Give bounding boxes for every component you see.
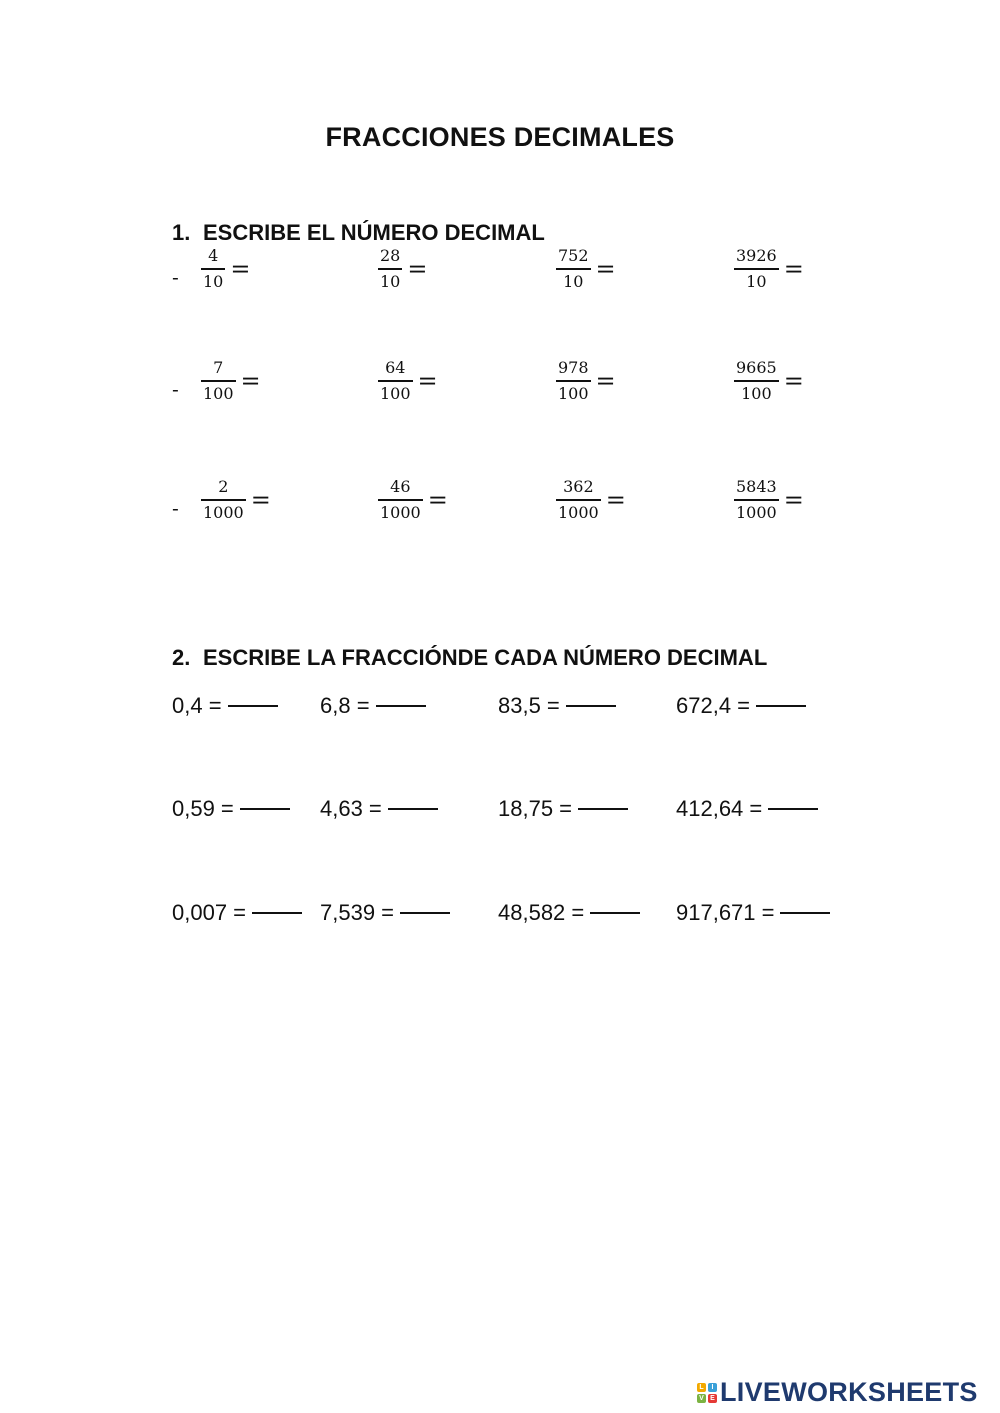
fraction-row (0, 359, 1000, 419)
section-1-heading (172, 220, 545, 246)
fraction (378, 478, 423, 522)
decimal-value: 6,8 = (320, 693, 370, 718)
fraction-exercise (201, 359, 261, 403)
denominator: 1000 (558, 502, 599, 522)
answer-blank[interactable] (240, 808, 290, 810)
decimal-row (0, 900, 1000, 930)
logo-tile: I (708, 1383, 717, 1392)
row-dash: - (172, 496, 179, 520)
liveworksheets-logo (697, 1377, 978, 1408)
answer-blank[interactable] (252, 912, 302, 914)
section-2-title: ESCRIBE LA FRACCIÓNDE CADA NÚMERO DECIMAL (203, 645, 768, 670)
decimal-exercise (676, 693, 806, 719)
equals-sign: = (427, 485, 448, 514)
numerator: 46 (390, 477, 411, 496)
logo-mark-icon (697, 1383, 717, 1403)
fraction (734, 247, 779, 291)
fraction (734, 478, 779, 522)
fraction-exercise (378, 478, 448, 522)
denominator: 100 (380, 383, 411, 403)
answer-blank[interactable] (590, 912, 640, 914)
numerator: 64 (385, 358, 406, 377)
denominator: 10 (203, 271, 224, 291)
numerator: 2 (218, 477, 229, 496)
denominator: 100 (741, 383, 772, 403)
equals-sign: = (240, 366, 261, 395)
decimal-row (0, 796, 1000, 826)
fraction-exercise (734, 359, 804, 403)
fraction-row (0, 247, 1000, 307)
equals-sign: = (783, 366, 804, 395)
logo-text: LIVEWORKSHEETS (720, 1377, 978, 1407)
fraction (556, 478, 601, 522)
equals-sign: = (417, 366, 438, 395)
fraction (556, 359, 591, 403)
numerator: 978 (558, 358, 589, 377)
equals-sign: = (407, 254, 428, 283)
answer-blank[interactable] (780, 912, 830, 914)
decimal-value: 18,75 = (498, 796, 573, 821)
numerator: 28 (380, 246, 401, 265)
fraction (201, 478, 246, 522)
denominator: 10 (563, 271, 584, 291)
decimal-exercise (498, 693, 616, 719)
answer-blank[interactable] (578, 808, 628, 810)
fraction (201, 247, 225, 291)
decimal-value: 672,4 = (676, 693, 751, 718)
equals-sign: = (605, 485, 626, 514)
decimal-value: 7,539 = (320, 900, 395, 925)
denominator: 100 (558, 383, 589, 403)
decimal-row (0, 693, 1000, 723)
numerator: 5843 (736, 477, 777, 496)
section-2-heading (172, 645, 767, 671)
equals-sign: = (595, 254, 616, 283)
fraction-exercise (556, 359, 616, 403)
answer-blank[interactable] (756, 705, 806, 707)
row-dash: - (172, 377, 179, 401)
answer-blank[interactable] (376, 705, 426, 707)
decimal-value: 83,5 = (498, 693, 560, 718)
decimal-exercise (676, 796, 818, 822)
decimal-exercise (676, 900, 830, 926)
logo-tile: L (697, 1383, 706, 1392)
fraction-exercise (734, 478, 804, 522)
decimal-value: 0,4 = (172, 693, 222, 718)
section-1-number: 1. (172, 220, 191, 245)
fraction (378, 247, 402, 291)
decimal-value: 0,59 = (172, 796, 234, 821)
decimal-exercise (172, 900, 302, 926)
denominator: 10 (380, 271, 401, 291)
equals-sign: = (783, 254, 804, 283)
answer-blank[interactable] (768, 808, 818, 810)
page-title: FRACCIONES DECIMALES (325, 122, 675, 152)
decimal-value: 48,582 = (498, 900, 585, 925)
decimal-exercise (498, 796, 628, 822)
numerator: 4 (208, 246, 219, 265)
equals-sign: = (230, 254, 251, 283)
fraction-exercise (201, 478, 271, 522)
answer-blank[interactable] (566, 705, 616, 707)
equals-sign: = (783, 485, 804, 514)
decimal-value: 412,64 = (676, 796, 763, 821)
fraction-row (0, 478, 1000, 538)
fraction-exercise (378, 359, 438, 403)
denominator: 1000 (736, 502, 777, 522)
fraction (201, 359, 236, 403)
decimal-exercise (320, 796, 438, 822)
section-2-number: 2. (172, 645, 191, 670)
answer-blank[interactable] (400, 912, 450, 914)
numerator: 3926 (736, 246, 777, 265)
fraction-exercise (556, 478, 626, 522)
decimal-exercise (172, 693, 278, 719)
denominator: 1000 (203, 502, 244, 522)
logo-tile: E (708, 1394, 717, 1403)
decimal-exercise (498, 900, 640, 926)
equals-sign: = (250, 485, 271, 514)
denominator: 10 (746, 271, 767, 291)
fraction (556, 247, 591, 291)
decimal-value: 917,671 = (676, 900, 775, 925)
section-1-title: ESCRIBE EL NÚMERO DECIMAL (203, 220, 545, 245)
equals-sign: = (595, 366, 616, 395)
denominator: 100 (203, 383, 234, 403)
numerator: 362 (563, 477, 594, 496)
numerator: 7 (213, 358, 224, 377)
logo-tile: V (697, 1394, 706, 1403)
answer-blank[interactable] (388, 808, 438, 810)
answer-blank[interactable] (228, 705, 278, 707)
fraction (734, 359, 779, 403)
decimal-value: 0,007 = (172, 900, 247, 925)
fraction-exercise (378, 247, 427, 291)
fraction-exercise (201, 247, 250, 291)
fraction-exercise (556, 247, 616, 291)
decimal-value: 4,63 = (320, 796, 382, 821)
row-dash: - (172, 265, 179, 289)
numerator: 9665 (736, 358, 777, 377)
decimal-exercise (172, 796, 290, 822)
fraction (378, 359, 413, 403)
fraction-exercise (734, 247, 804, 291)
denominator: 1000 (380, 502, 421, 522)
decimal-exercise (320, 900, 450, 926)
numerator: 752 (558, 246, 589, 265)
decimal-exercise (320, 693, 426, 719)
